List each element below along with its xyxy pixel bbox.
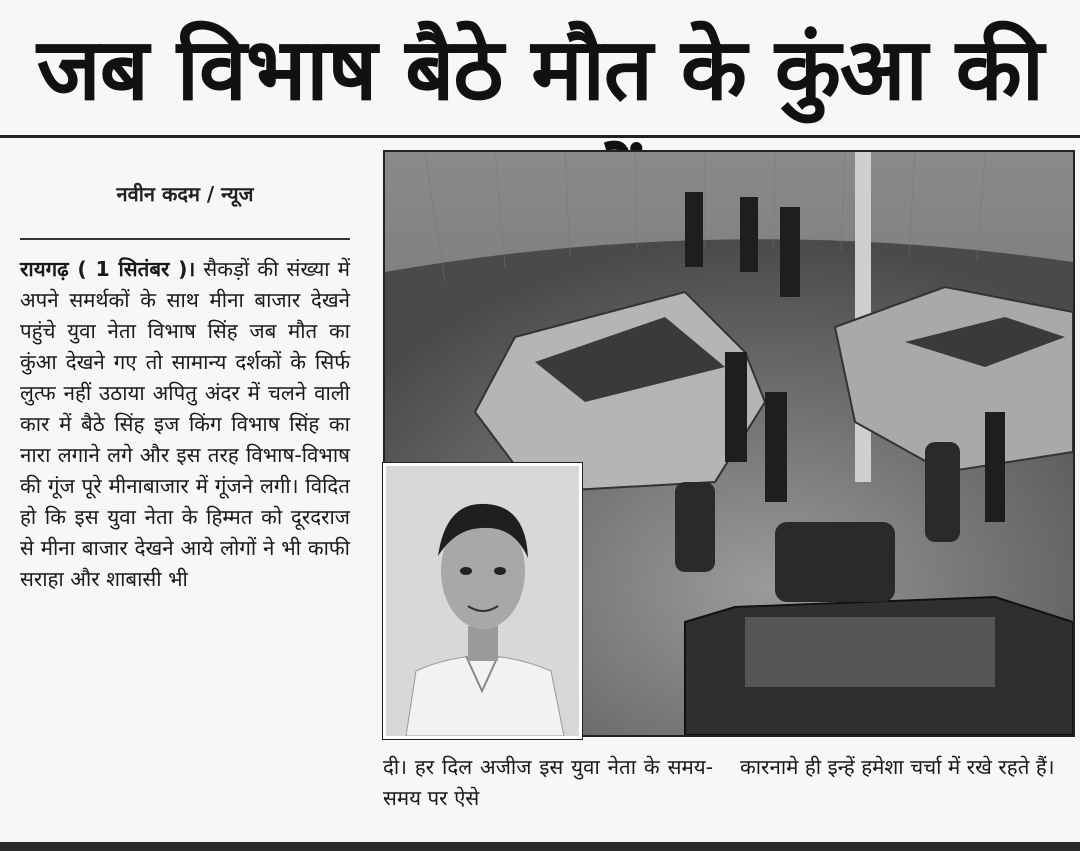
article-column-1 <box>20 254 350 595</box>
car-front <box>685 597 1073 735</box>
article-body-col1: सैकड़ों की संख्या में अपने समर्थकों के साथ मीना बाजार देखने पहुंचे युवा नेता विभाष सिंह जब मौत का कुंआ देखने गए तो सामान्य दर्शकों के सिर्फ लुत्फ नहीं उठाया अपितु अंदर में चलने वाली कार में बैठे सिंह इज किंग विभाष सिंह का नारा लगाने लगे और इस तरह विभाष-विभाष की गूंज पूरे मीनाबाजार में गूंजने लगी। विदित हो कि इस युवा नेता के हिम्मत को दूरदराज से मीना बाजार देखने आये लोगों ने भी काफी सराहा और शाबासी भी <box>20 257 350 591</box>
portrait-illustration <box>386 466 579 736</box>
headline: जब विभाष बैठे मौत के कुंआ की <box>36 20 1044 120</box>
next-headline-cutoff <box>0 836 1080 851</box>
top-rule <box>0 135 1080 138</box>
article-column-2 <box>383 752 713 814</box>
dateline: रायगढ़ ( 1 सितंबर )। <box>20 257 196 281</box>
inset-portrait-photo <box>383 463 582 739</box>
byline-rule <box>20 238 350 240</box>
article-body-col3: कारनामे ही इन्हें हमेशा चर्चा में रखे रहते हैं। <box>740 755 1055 779</box>
byline: नवीन कदम / न्यूज <box>116 182 254 206</box>
article-body-col2: दी। हर दिल अजीज इस युवा नेता के समय-समय पर ऐसे <box>383 755 713 810</box>
article-column-3 <box>740 752 1070 783</box>
